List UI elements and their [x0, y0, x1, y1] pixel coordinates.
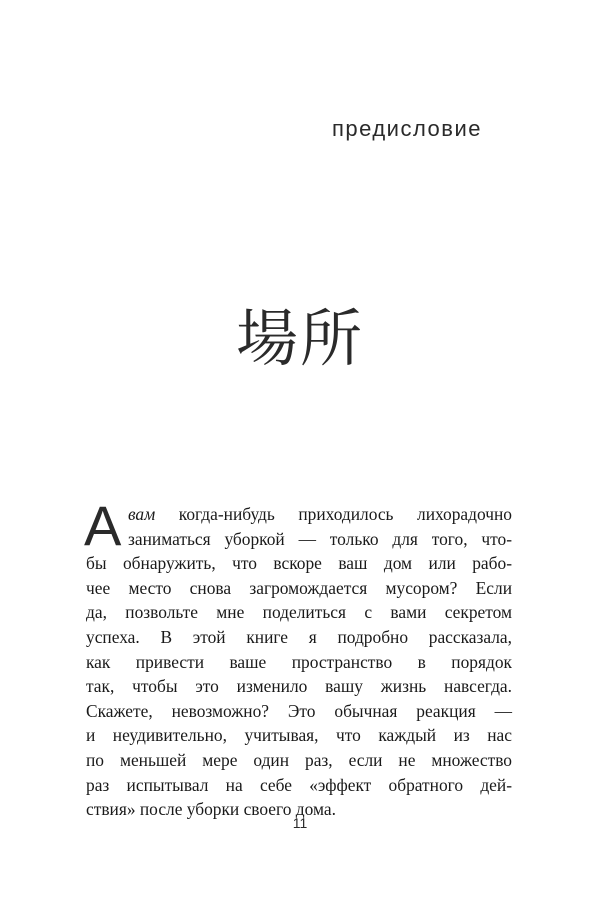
text-line: да, позвольте мне поделиться с вами секретом	[86, 602, 512, 623]
text-line: Скажете, невозможно? Это обычная реакция —	[86, 700, 512, 721]
text-line: ствия» после уборки своего дома.	[86, 799, 336, 820]
page-number: 11	[292, 815, 308, 831]
drop-cap: А	[84, 494, 122, 557]
text-line: чее место снова загромождается мусором? Если	[86, 577, 512, 598]
text-fragment: когда-нибудь приходилось лихорадочно	[155, 504, 512, 524]
kanji-title: 場所	[235, 302, 364, 375]
text-line	[86, 502, 512, 527]
text-line: заниматься уборкой — только для того, что-	[128, 528, 512, 549]
text-line: и неудивительно, учитывая, что каждый из нас	[86, 725, 512, 746]
text-line: как привести ваше пространство в порядок	[86, 651, 512, 672]
italic-word: вам	[128, 504, 156, 524]
chapter-label: предисловие	[331, 116, 482, 141]
text-line: бы обнаружить, что вскоре ваш дом или рабо-	[86, 553, 512, 574]
text-line: так, чтобы это изменило вашу жизнь навсегда.	[86, 676, 512, 697]
text-line: успеха. В этой книге я подробно рассказала,	[86, 626, 512, 647]
body-paragraph	[84, 494, 512, 822]
text-line: по меньшей мере один раз, если не множество	[86, 749, 512, 770]
text-line: раз испытывал на себе «эффект обратного дей-	[86, 774, 512, 795]
